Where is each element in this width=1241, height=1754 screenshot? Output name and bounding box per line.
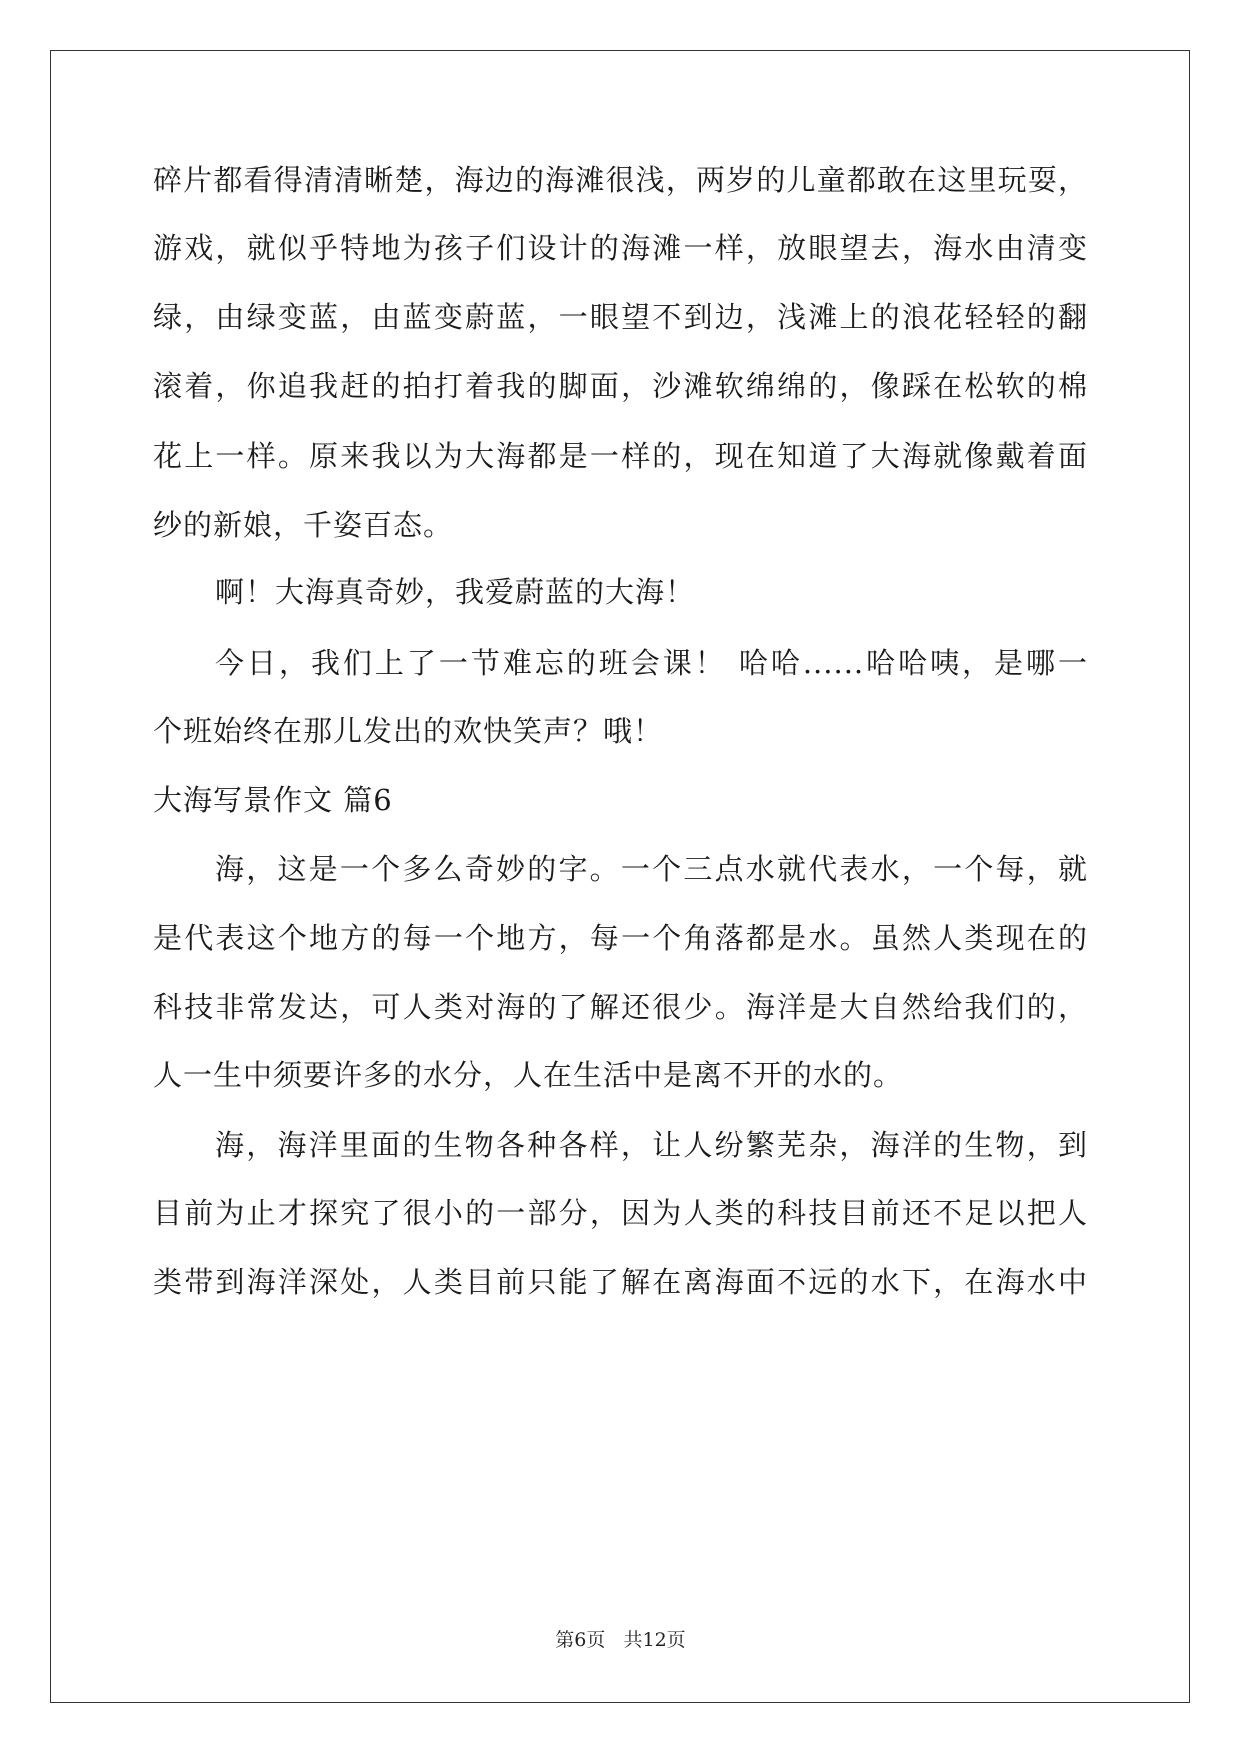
body-text-line: 花上一样。原来我以为大海都是一样的，现在知道了大海就像戴着面 (153, 439, 1088, 473)
body-text-line: 绿，由绿变蓝，由蓝变蔚蓝，一眼望不到边，浅滩上的浪花轻轻的翻 (153, 300, 1088, 334)
body-text-line: 类带到海洋深处，人类目前只能了解在离海面不远的水下，在海水中 (153, 1265, 1088, 1299)
body-text-line: 游戏，就似乎特地为孩子们设计的海滩一样，放眼望去，海水由清变 (153, 231, 1088, 265)
body-text-line: 科技非常发达，可人类对海的了解还很少。海洋是大自然给我们的， (153, 990, 1088, 1024)
paragraph-first-line: 海，这是一个多么奇妙的字。一个三点水就代表水，一个每，就 (215, 852, 1088, 886)
paragraph-first-line: 啊！大海真奇妙，我爱蔚蓝的大海！ (215, 575, 696, 609)
body-text-line: 碎片都看得清清晰楚，海边的海滩很浅，两岁的儿童都敢在这里玩耍， (153, 163, 1088, 197)
paragraph-first-line: 今日，我们上了一节难忘的班会课！ 哈哈......哈哈咦，是哪一 (215, 646, 1088, 680)
body-text-line: 人一生中须要许多的水分，人在生活中是离不开的水的。 (153, 1058, 904, 1092)
paragraph-first-line: 海，海洋里面的生物各种各样，让人纷繁芜杂，海洋的生物，到 (215, 1128, 1088, 1162)
section-heading: 大海写景作文 篇6 (153, 783, 393, 817)
body-text-line: 目前为止才探究了很小的一部分，因为人类的科技目前还不足以把人 (153, 1196, 1088, 1230)
page-number-footer: 第6页 共12页 (555, 1629, 686, 1651)
body-text-line: 是代表这个地方的每一个地方，每一个角落都是水。虽然人类现在的 (153, 921, 1088, 955)
body-text-line: 个班始终在那儿发出的欢快笑声？哦！ (153, 714, 664, 748)
body-text-line: 滚着，你追我赶的拍打着我的脚面，沙滩软绵绵的，像踩在松软的棉 (153, 369, 1088, 403)
body-text-line: 纱的新娘，千姿百态。 (153, 508, 454, 542)
